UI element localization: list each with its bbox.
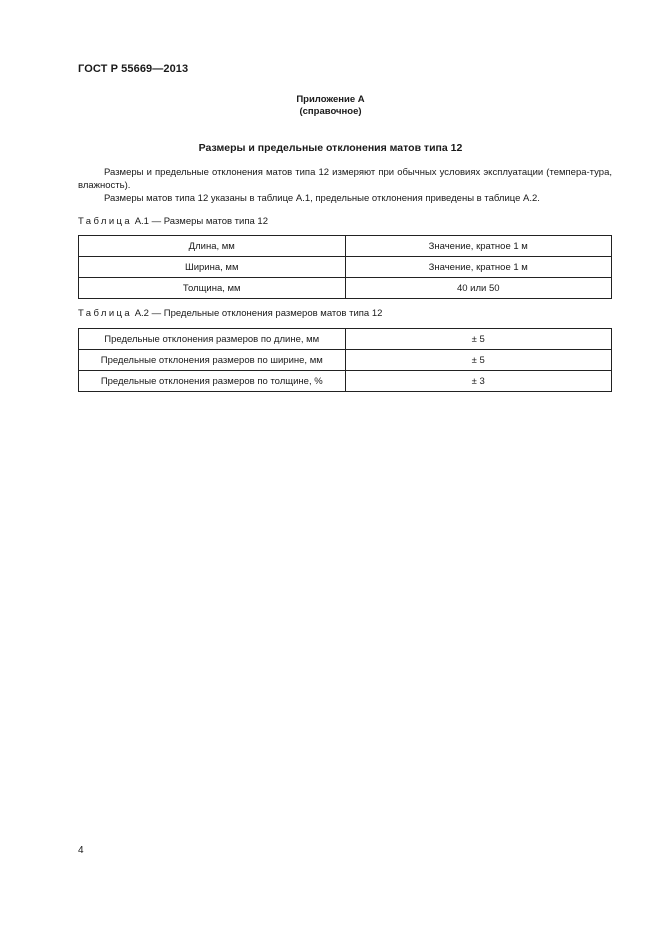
table-row: [79, 257, 612, 278]
table-row: [79, 329, 612, 350]
table-cell-value: ± 5: [345, 329, 612, 350]
appendix-status: (справочное): [299, 106, 362, 117]
table-cell-value: Значение, кратное 1 м: [345, 236, 612, 257]
document-code: ГОСТ Р 55669—2013: [78, 63, 189, 75]
table-row: [79, 236, 612, 257]
page-number: 4: [78, 845, 84, 856]
table-cell-value: ± 5: [345, 350, 612, 371]
table-row: [79, 278, 612, 299]
table-row: [79, 371, 612, 392]
table-cell-parameter: Ширина, мм: [79, 257, 346, 278]
table-cell-value: Значение, кратное 1 м: [345, 257, 612, 278]
table-cell-parameter: Предельные отклонения размеров по длине, мм: [79, 329, 346, 350]
table-cell-parameter: Предельные отклонения размеров по толщине, %: [79, 371, 346, 392]
table-row: [79, 350, 612, 371]
table-a1-caption: [78, 216, 268, 227]
table-cell-value: 40 или 50: [345, 278, 612, 299]
table-caption-text: А.2 — Предельные отклонения размеров матов типа 12: [132, 308, 383, 319]
table-caption-prefix: Таблица: [78, 216, 133, 227]
table-caption-prefix: Таблица: [78, 308, 133, 319]
table-cell-value: ± 3: [345, 371, 612, 392]
appendix-title: Размеры и предельные отклонения матов типа 12: [198, 142, 463, 154]
table-a1-dimensions: [78, 235, 612, 299]
appendix-heading: [0, 94, 661, 118]
paragraph-measurement-conditions: Размеры и предельные отклонения матов типа 12 измеряют при обычных условиях эксплуатации (темпера-тура, влажность).: [78, 167, 612, 191]
appendix-label: Приложение А: [296, 94, 365, 105]
table-a2-tolerances: [78, 328, 612, 392]
table-a2-caption: [78, 308, 382, 319]
table-caption-text: А.1 — Размеры матов типа 12: [132, 216, 268, 227]
table-cell-parameter: Длина, мм: [79, 236, 346, 257]
table-cell-parameter: Предельные отклонения размеров по ширине, мм: [79, 350, 346, 371]
table-cell-parameter: Толщина, мм: [79, 278, 346, 299]
paragraph-table-reference: Размеры матов типа 12 указаны в таблице А.1, предельные отклонения приведены в таблице А.2.: [104, 193, 540, 204]
